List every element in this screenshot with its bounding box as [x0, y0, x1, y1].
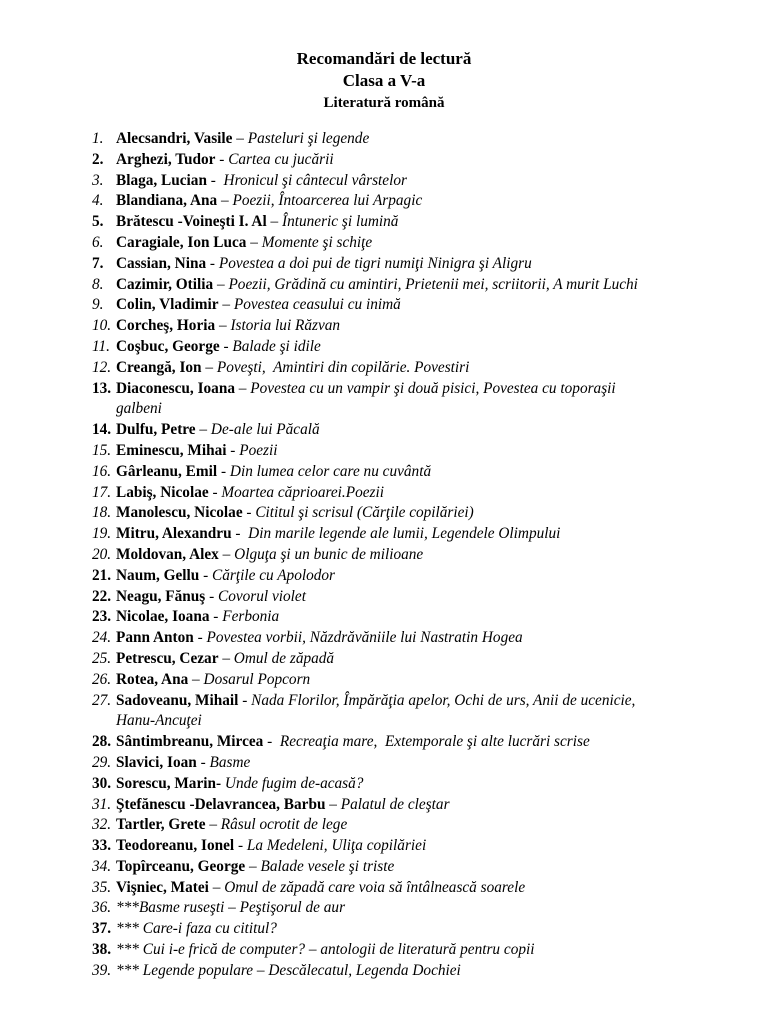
item-body: [116, 836, 768, 857]
item-title: Hronicul şi cântecul vârstelor: [223, 171, 407, 189]
list-item: [0, 337, 768, 358]
item-title: Întuneric şi lumină: [282, 213, 399, 231]
item-body: [116, 670, 768, 691]
item-author: Alecsandri, Vasile: [116, 130, 233, 147]
item-title: Din lumea celor care nu cuvântă: [229, 462, 432, 480]
item-number: 15.: [92, 441, 112, 459]
item-title: Nada Florilor, Împărăţia apelor, Ochi de urs, Anii de ucenicie,: [251, 691, 636, 709]
item-title: Poezii: [239, 441, 278, 459]
item-author: Sorescu, Marin-: [116, 774, 222, 792]
item-body: [116, 337, 768, 358]
list-item: [0, 836, 768, 857]
item-number: 24.: [92, 629, 112, 647]
item-separator: -: [242, 504, 256, 522]
item-body: [116, 254, 768, 275]
item-title: Recreaţia mare, Extemporale şi alte lucrări scrise: [279, 733, 590, 751]
item-title: De-ale lui Păcală: [210, 421, 320, 439]
item-title: Moartea căprioarei.Poezii: [221, 483, 384, 501]
item-separator: –: [218, 296, 234, 314]
item-title: Cititul şi scrisul (Cărţile copilăriei): [255, 504, 474, 522]
item-body: [116, 275, 768, 296]
item-number: 27.: [92, 691, 112, 709]
item-author: Ştefănescu -Delavrancea, Barbu: [116, 795, 326, 813]
item-title: Povestea a doi pui de tigri numiţi Ninigra şi Aligru: [218, 254, 532, 272]
item-author: Teodoreanu, Ionel: [116, 837, 235, 855]
list-item: [0, 545, 768, 566]
item-body: [116, 732, 768, 753]
item-number: 10.: [92, 317, 112, 335]
list-item: [0, 275, 768, 296]
item-number: 2.: [92, 150, 104, 168]
list-item: [0, 441, 768, 462]
item-body: [116, 503, 768, 524]
item-author: Creangă, Ion: [116, 358, 202, 376]
item-separator: -: [209, 608, 223, 626]
list-item: [0, 628, 768, 649]
item-separator: -: [219, 337, 233, 355]
item-body: [116, 649, 768, 670]
item-title: Basme: [209, 753, 251, 771]
item-title: Povestea vorbii, Năzdrăvăniile lui Nastratin Hogea: [206, 629, 523, 647]
list-item: [0, 587, 768, 608]
item-body: [116, 857, 768, 878]
item-author: Moldovan, Alex: [116, 545, 219, 563]
item-title: Ferbonia: [222, 608, 280, 626]
item-separator: –: [188, 670, 204, 688]
item-separator: -: [193, 629, 207, 647]
item-separator: -: [226, 441, 240, 459]
item-separator: –: [325, 795, 341, 813]
item-number: 12.: [92, 358, 112, 376]
item-number: 1.: [92, 130, 104, 147]
item-number: 14.: [92, 421, 112, 439]
item-body: [116, 129, 768, 150]
list-item: [0, 919, 768, 940]
item-number: 25.: [92, 649, 112, 667]
item-body: [116, 483, 768, 504]
item-title-continuation: Hanu-Ancuţei: [116, 712, 202, 730]
item-separator: -: [206, 171, 224, 189]
item-number: 33.: [92, 837, 112, 855]
item-number: 39.: [92, 961, 112, 979]
item-body: [116, 774, 768, 795]
item-separator: –: [245, 857, 261, 875]
list-item: [0, 254, 768, 275]
item-title: Palatul de cleştar: [340, 795, 450, 813]
list-item: [0, 503, 768, 524]
item-number: 38.: [92, 941, 112, 959]
list-item: [0, 295, 768, 316]
list-item: [0, 233, 768, 254]
item-title: Olguţa şi un bunic de milioane: [234, 545, 424, 563]
item-author: Gârleanu, Emil: [116, 462, 218, 480]
list-item: [0, 670, 768, 691]
item-author: Manolescu, Nicolae: [116, 504, 243, 522]
item-number: 28.: [92, 733, 112, 751]
item-number: 26.: [92, 670, 112, 688]
item-author: Neagu, Fănuş: [116, 587, 206, 605]
item-separator: –: [205, 816, 221, 834]
item-body: [116, 150, 768, 171]
item-body: [116, 191, 768, 212]
item-separator: -: [208, 483, 222, 501]
item-title: Istoria lui Răzvan: [230, 317, 341, 335]
item-number: 29.: [92, 753, 112, 771]
list-item: [0, 358, 768, 379]
item-body: [116, 212, 768, 233]
item-number: 23.: [92, 608, 112, 626]
item-body: [116, 358, 768, 379]
item-body: [116, 919, 768, 940]
list-item: [0, 379, 768, 400]
item-body: [116, 753, 768, 774]
item-author: Nicolae, Ioana: [116, 608, 210, 626]
item-number: 32.: [92, 816, 112, 834]
item-title: Balade vesele şi triste: [260, 857, 395, 875]
item-separator: –: [266, 213, 283, 231]
item-title: *** Legende populare – Descălecatul, Legenda Dochiei: [116, 961, 461, 979]
item-author: Pann Anton: [116, 629, 194, 647]
item-author: Brătescu -Voineşti I. Al: [116, 213, 267, 231]
item-body: [116, 545, 768, 566]
list-item-continuation: [0, 399, 768, 420]
list-item: [0, 732, 768, 753]
item-author: Labiş, Nicolae: [116, 483, 209, 501]
item-body: [116, 441, 768, 462]
item-number: 31.: [92, 795, 112, 813]
list-item: [0, 753, 768, 774]
item-body: [116, 878, 768, 899]
item-title: Cărţile cu Apolodor: [212, 566, 335, 584]
item-title: Balade şi idile: [232, 337, 321, 355]
item-title: Omul de zăpadă care voia să întâlnească soarele: [224, 878, 526, 896]
item-number: 9.: [92, 296, 104, 314]
item-title: Povestea ceasului cu inimă: [233, 296, 401, 314]
list-item: [0, 857, 768, 878]
item-body: [116, 961, 768, 982]
item-body: [116, 316, 768, 337]
item-separator: –: [215, 317, 231, 335]
item-author: Arghezi, Tudor: [116, 150, 216, 168]
item-separator: -: [215, 150, 229, 168]
item-author: Rotea, Ana: [116, 670, 189, 688]
item-body: [116, 233, 768, 254]
item-number: 35.: [92, 878, 112, 896]
item-number: 3.: [92, 171, 104, 189]
item-separator: -: [205, 587, 218, 605]
item-author: Cazimir, Otilia: [116, 275, 214, 293]
item-number: 7.: [92, 254, 104, 272]
section-subtitle: Literatură română: [323, 95, 445, 111]
list-item: [0, 316, 768, 337]
item-number: 21.: [92, 566, 112, 584]
item-author: Vişniec, Matei: [116, 878, 209, 896]
list-item: [0, 150, 768, 171]
list-item: [0, 649, 768, 670]
item-author: Blaga, Lucian: [116, 171, 207, 189]
item-author: Tartler, Grete: [116, 816, 206, 834]
item-author: Mitru, Alexandru: [116, 525, 232, 543]
item-author: Cassian, Nina: [116, 254, 207, 272]
item-separator: –: [208, 878, 225, 896]
list-item: [0, 566, 768, 587]
item-body: [116, 940, 768, 961]
item-separator: –: [246, 233, 262, 251]
item-number: 8.: [92, 275, 104, 293]
item-body: [116, 171, 768, 192]
item-author: Caragiale, Ion Luca: [116, 233, 247, 251]
item-separator: -: [234, 837, 247, 855]
item-title-continuation: galbeni: [116, 400, 162, 418]
item-body: [116, 628, 768, 649]
item-author: Colin, Vladimir: [116, 296, 219, 314]
item-title: Povestea cu un vampir şi două pisici, Povestea cu toporaşii: [250, 379, 616, 397]
item-title: Cartea cu jucării: [228, 150, 334, 168]
item-number: 16.: [92, 462, 112, 480]
item-author: Slavici, Ioan: [116, 753, 197, 771]
item-title: ***Basme ruseşti – Peştişorul de aur: [116, 899, 346, 917]
item-title: Dosarul Popcorn: [203, 670, 311, 688]
item-separator: -: [263, 733, 280, 751]
item-separator: -: [196, 753, 210, 771]
item-body: [116, 898, 768, 919]
item-author: Corcheş, Horia: [116, 317, 216, 335]
item-separator: -: [206, 254, 219, 272]
list-item: [0, 898, 768, 919]
item-title: Covorul violet: [218, 587, 306, 605]
item-title: Omul de zăpadă: [233, 649, 335, 667]
list-item: [0, 940, 768, 961]
item-title: *** Cui i-e frică de computer? – antologii de literatură pentru copii: [116, 941, 535, 959]
list-item: [0, 961, 768, 982]
item-body: [116, 462, 768, 483]
item-number: 4.: [92, 192, 104, 210]
item-number: 17.: [92, 483, 112, 501]
class-label: Clasa a V-a: [342, 71, 426, 90]
list-item: [0, 212, 768, 233]
item-separator: –: [232, 130, 248, 147]
item-title: Poezii, Întoarcerea lui Arpagic: [232, 192, 423, 210]
item-number: 13.: [92, 379, 112, 397]
item-body: [116, 295, 768, 316]
item-author: Sadoveanu, Mihail: [116, 691, 239, 709]
item-title: Unde fugim de-acasă?: [224, 774, 364, 792]
list-item: [0, 774, 768, 795]
item-body: [116, 795, 768, 816]
item-title: Pasteluri şi legende: [247, 130, 370, 147]
document-header: [0, 48, 768, 113]
item-author: Coşbuc, George: [116, 337, 220, 355]
list-item: [0, 462, 768, 483]
item-number: 22.: [92, 587, 112, 605]
item-title: *** Care-i faza cu cititul?: [116, 920, 277, 938]
list-item: [0, 607, 768, 628]
list-item: [0, 420, 768, 441]
item-number: 20.: [92, 545, 112, 563]
item-body: [116, 566, 768, 587]
item-body: [116, 524, 768, 545]
item-number: 19.: [92, 525, 112, 543]
item-separator: -: [231, 525, 249, 543]
item-separator: –: [217, 192, 233, 210]
item-separator: -: [199, 566, 213, 584]
item-title: Poezii, Grădină cu amintiri, Prietenii mei, scriitorii, A murit Luchi: [228, 275, 638, 293]
list-item: [0, 483, 768, 504]
item-author: Eminescu, Mihai: [116, 441, 227, 459]
item-number: 30.: [92, 774, 112, 792]
item-body: [116, 691, 768, 712]
list-item: [0, 171, 768, 192]
reading-list: [0, 129, 768, 982]
item-title: Momente şi schiţe: [261, 233, 373, 251]
item-number: 37.: [92, 920, 112, 938]
item-number: 18.: [92, 504, 112, 522]
item-number: 5.: [92, 213, 104, 231]
document-title: Recomandări de lectură: [296, 49, 472, 68]
list-item: [0, 795, 768, 816]
item-author: Naum, Gellu: [116, 566, 200, 584]
item-separator: –: [195, 421, 211, 439]
item-body: [116, 420, 768, 441]
item-number: 36.: [92, 899, 112, 917]
list-item-continuation: [0, 711, 768, 732]
item-separator: –: [218, 545, 235, 563]
item-author: Topîrceanu, George: [116, 857, 246, 875]
item-number: 11.: [92, 337, 110, 355]
item-number: 6.: [92, 233, 104, 251]
item-title: La Medeleni, Uliţa copilăriei: [246, 837, 427, 855]
item-author: Diaconescu, Ioana: [116, 379, 235, 397]
item-author: Dulfu, Petre: [116, 421, 196, 439]
item-body: [116, 607, 768, 628]
item-body: [116, 379, 768, 400]
list-item: [0, 878, 768, 899]
item-body: [116, 815, 768, 836]
item-number: 34.: [92, 857, 112, 875]
item-separator: –: [234, 379, 251, 397]
item-author: Sântimbreanu, Mircea: [116, 733, 264, 751]
list-item: [0, 691, 768, 712]
list-item: [0, 191, 768, 212]
list-item: [0, 524, 768, 545]
list-item: [0, 815, 768, 836]
item-title: Râsul ocrotit de lege: [220, 816, 348, 834]
item-separator: –: [201, 358, 217, 376]
item-title: Din marile legende ale lumii, Legendele Olimpului: [248, 525, 561, 543]
item-title: Poveşti, Amintiri din copilărie. Povestiri: [216, 358, 470, 376]
item-author: Petrescu, Cezar: [116, 649, 219, 667]
item-body: [116, 587, 768, 608]
item-author: Blandiana, Ana: [116, 192, 218, 210]
item-separator: -: [217, 462, 230, 480]
item-separator: –: [213, 275, 229, 293]
item-separator: –: [218, 649, 234, 667]
item-separator: -: [238, 691, 252, 709]
list-item: [0, 129, 768, 150]
